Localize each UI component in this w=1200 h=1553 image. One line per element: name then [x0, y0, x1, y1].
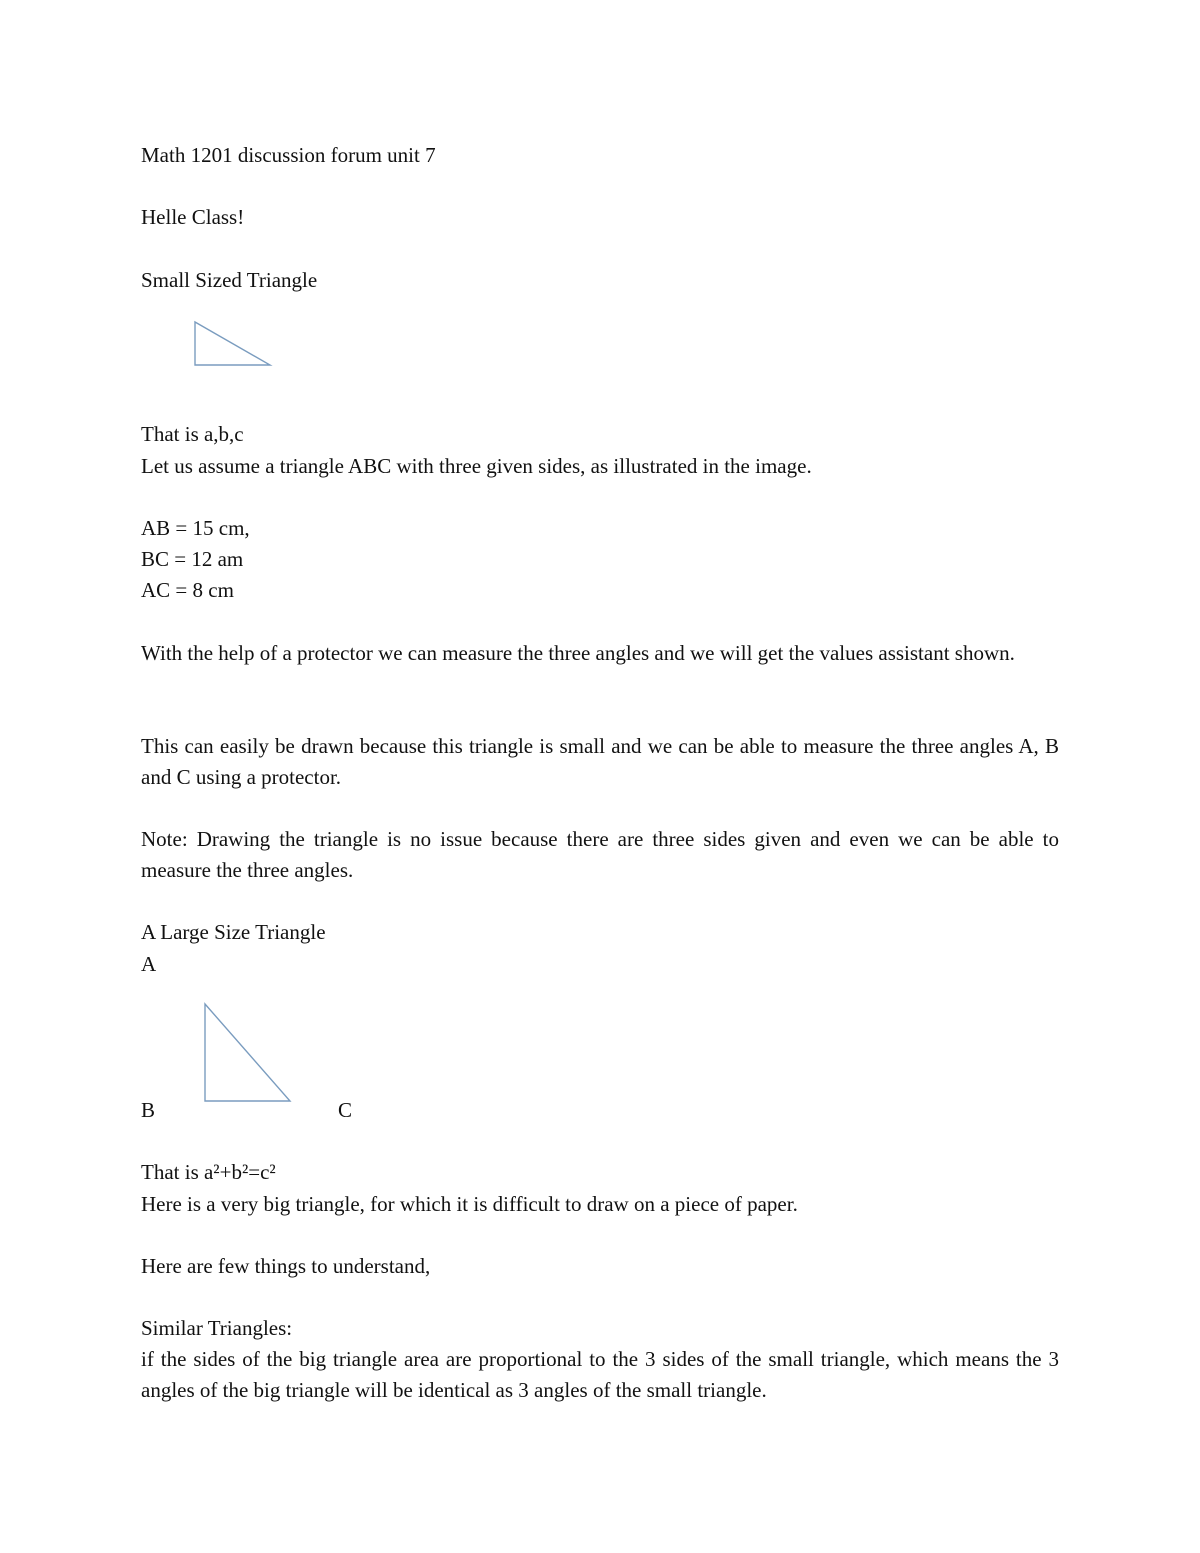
small-triangle-figure: [192, 320, 274, 368]
side-ac: AC = 8 cm: [141, 578, 234, 602]
large-triangle-shape: [205, 1004, 290, 1101]
side-bc: BC = 12 am: [141, 547, 244, 571]
protector-paragraph: With the help of a protector we can measure the three angles and we will get the values assistant shown.: [141, 641, 1015, 665]
vertex-label-b: B: [141, 1098, 156, 1122]
small-triangle-shape: [195, 322, 270, 365]
note-paragraph: Note: Drawing the triangle is no issue because there are three sides given and even we can be able to measure the three angles.: [141, 827, 1059, 882]
side-ab: AB = 15 cm,: [141, 516, 250, 540]
big-triangle-text: Here is a very big triangle, for which it is difficult to draw on a piece of paper.: [141, 1192, 798, 1216]
small-triangle-caption: That is a,b,c: [141, 422, 244, 446]
large-triangle-caption: That is a²+b²=c²: [141, 1160, 276, 1184]
large-triangle-figure: [202, 1002, 294, 1104]
similar-triangles-paragraph: if the sides of the big triangle area are proportional to the 3 sides of the small triangle, which means the 3 angles of the big triangle will be identical as 3 angles of the small triangle.: [141, 1347, 1059, 1402]
similar-triangles-heading: Similar Triangles:: [141, 1316, 293, 1340]
vertex-label-a: A: [141, 952, 157, 976]
easy-drawing-paragraph: This can easily be drawn because this triangle is small and we can be able to measure the three angles A, B and C using a protector.: [141, 734, 1059, 789]
vertex-label-c: C: [338, 1098, 353, 1122]
assume-text: Let us assume a triangle ABC with three given sides, as illustrated in the image.: [141, 454, 812, 478]
large-triangle-heading: A Large Size Triangle: [141, 920, 326, 944]
greeting: Helle Class!: [141, 205, 245, 229]
few-things-text: Here are few things to understand,: [141, 1254, 431, 1278]
page-title: Math 1201 discussion forum unit 7: [141, 143, 436, 167]
small-triangle-heading: Small Sized Triangle: [141, 268, 318, 292]
